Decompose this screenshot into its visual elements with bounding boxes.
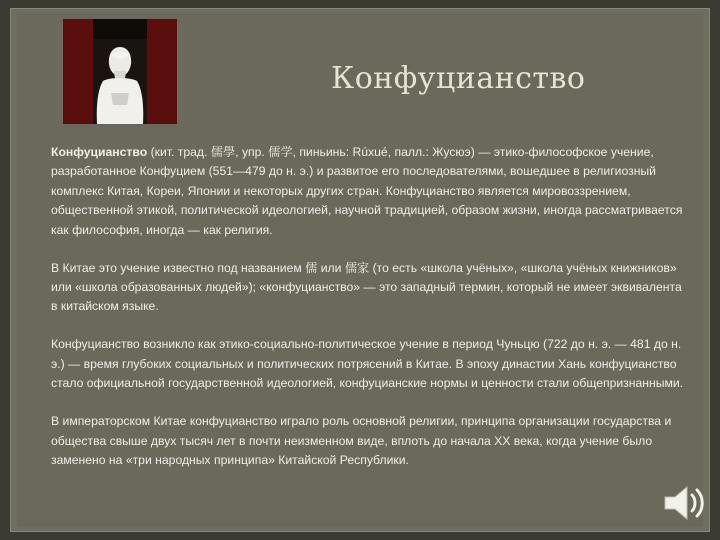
paragraph-4 [51, 412, 691, 470]
paragraph-text: (кит. трад. 儒學, упр. 儒学, пиньинь: Rúxué, палл.: Жусюэ) — этико-философское учение, разработанное Конфуцием (551—479 до н. э.) и развитое его последователями, вошедшее в религиозный комплекс Китая, Кореи, Японии и некоторых других стран. Конфуцианство является мировоззрением, общественной этикой, политической идеологией, научной традицией, образом жизни, иногда рассматривается как философия, иногда — как религия. [51, 145, 683, 237]
paragraph-1 [51, 143, 691, 240]
paragraph-text: В императорском Китае конфуцианство играло роль основной религии, принципа организации государства и общества свыше двух тысяч лет в почти неизменном виде, вплоть до начала XX века, когда учение было заменено на «три народных принципа» Китайской Республики. [51, 414, 672, 468]
confucius-statue-photo [63, 19, 177, 124]
paragraph-2 [51, 259, 691, 317]
slide-title: Конфуцианство [331, 61, 586, 96]
speaker-icon[interactable] [659, 479, 707, 527]
slide [10, 8, 710, 532]
paragraph-3 [51, 335, 691, 393]
paragraph-text: Конфуцианство возникло как этико-социально-политическое учение в период Чуньцю (722 до н. э. — 481 до н. э.) — время глубоких социальных и политических потрясений в Китае. В эпоху династии Хань конфуцианство стало официальной государственной идеологией, конфуцианские нормы и ценности стали общепризнанными. [51, 337, 684, 391]
slide-body [51, 143, 691, 489]
paragraph-text: В Китае это учение известно под названием 儒 или 儒家 (то есть «школа учёных», «школа учёных книжников» или «школа образованных людей»); «конфуцианство» — это западный термин, который не имеет эквивалента в китайском языке. [51, 260, 682, 314]
lead-term: Конфуцианство [51, 145, 148, 159]
